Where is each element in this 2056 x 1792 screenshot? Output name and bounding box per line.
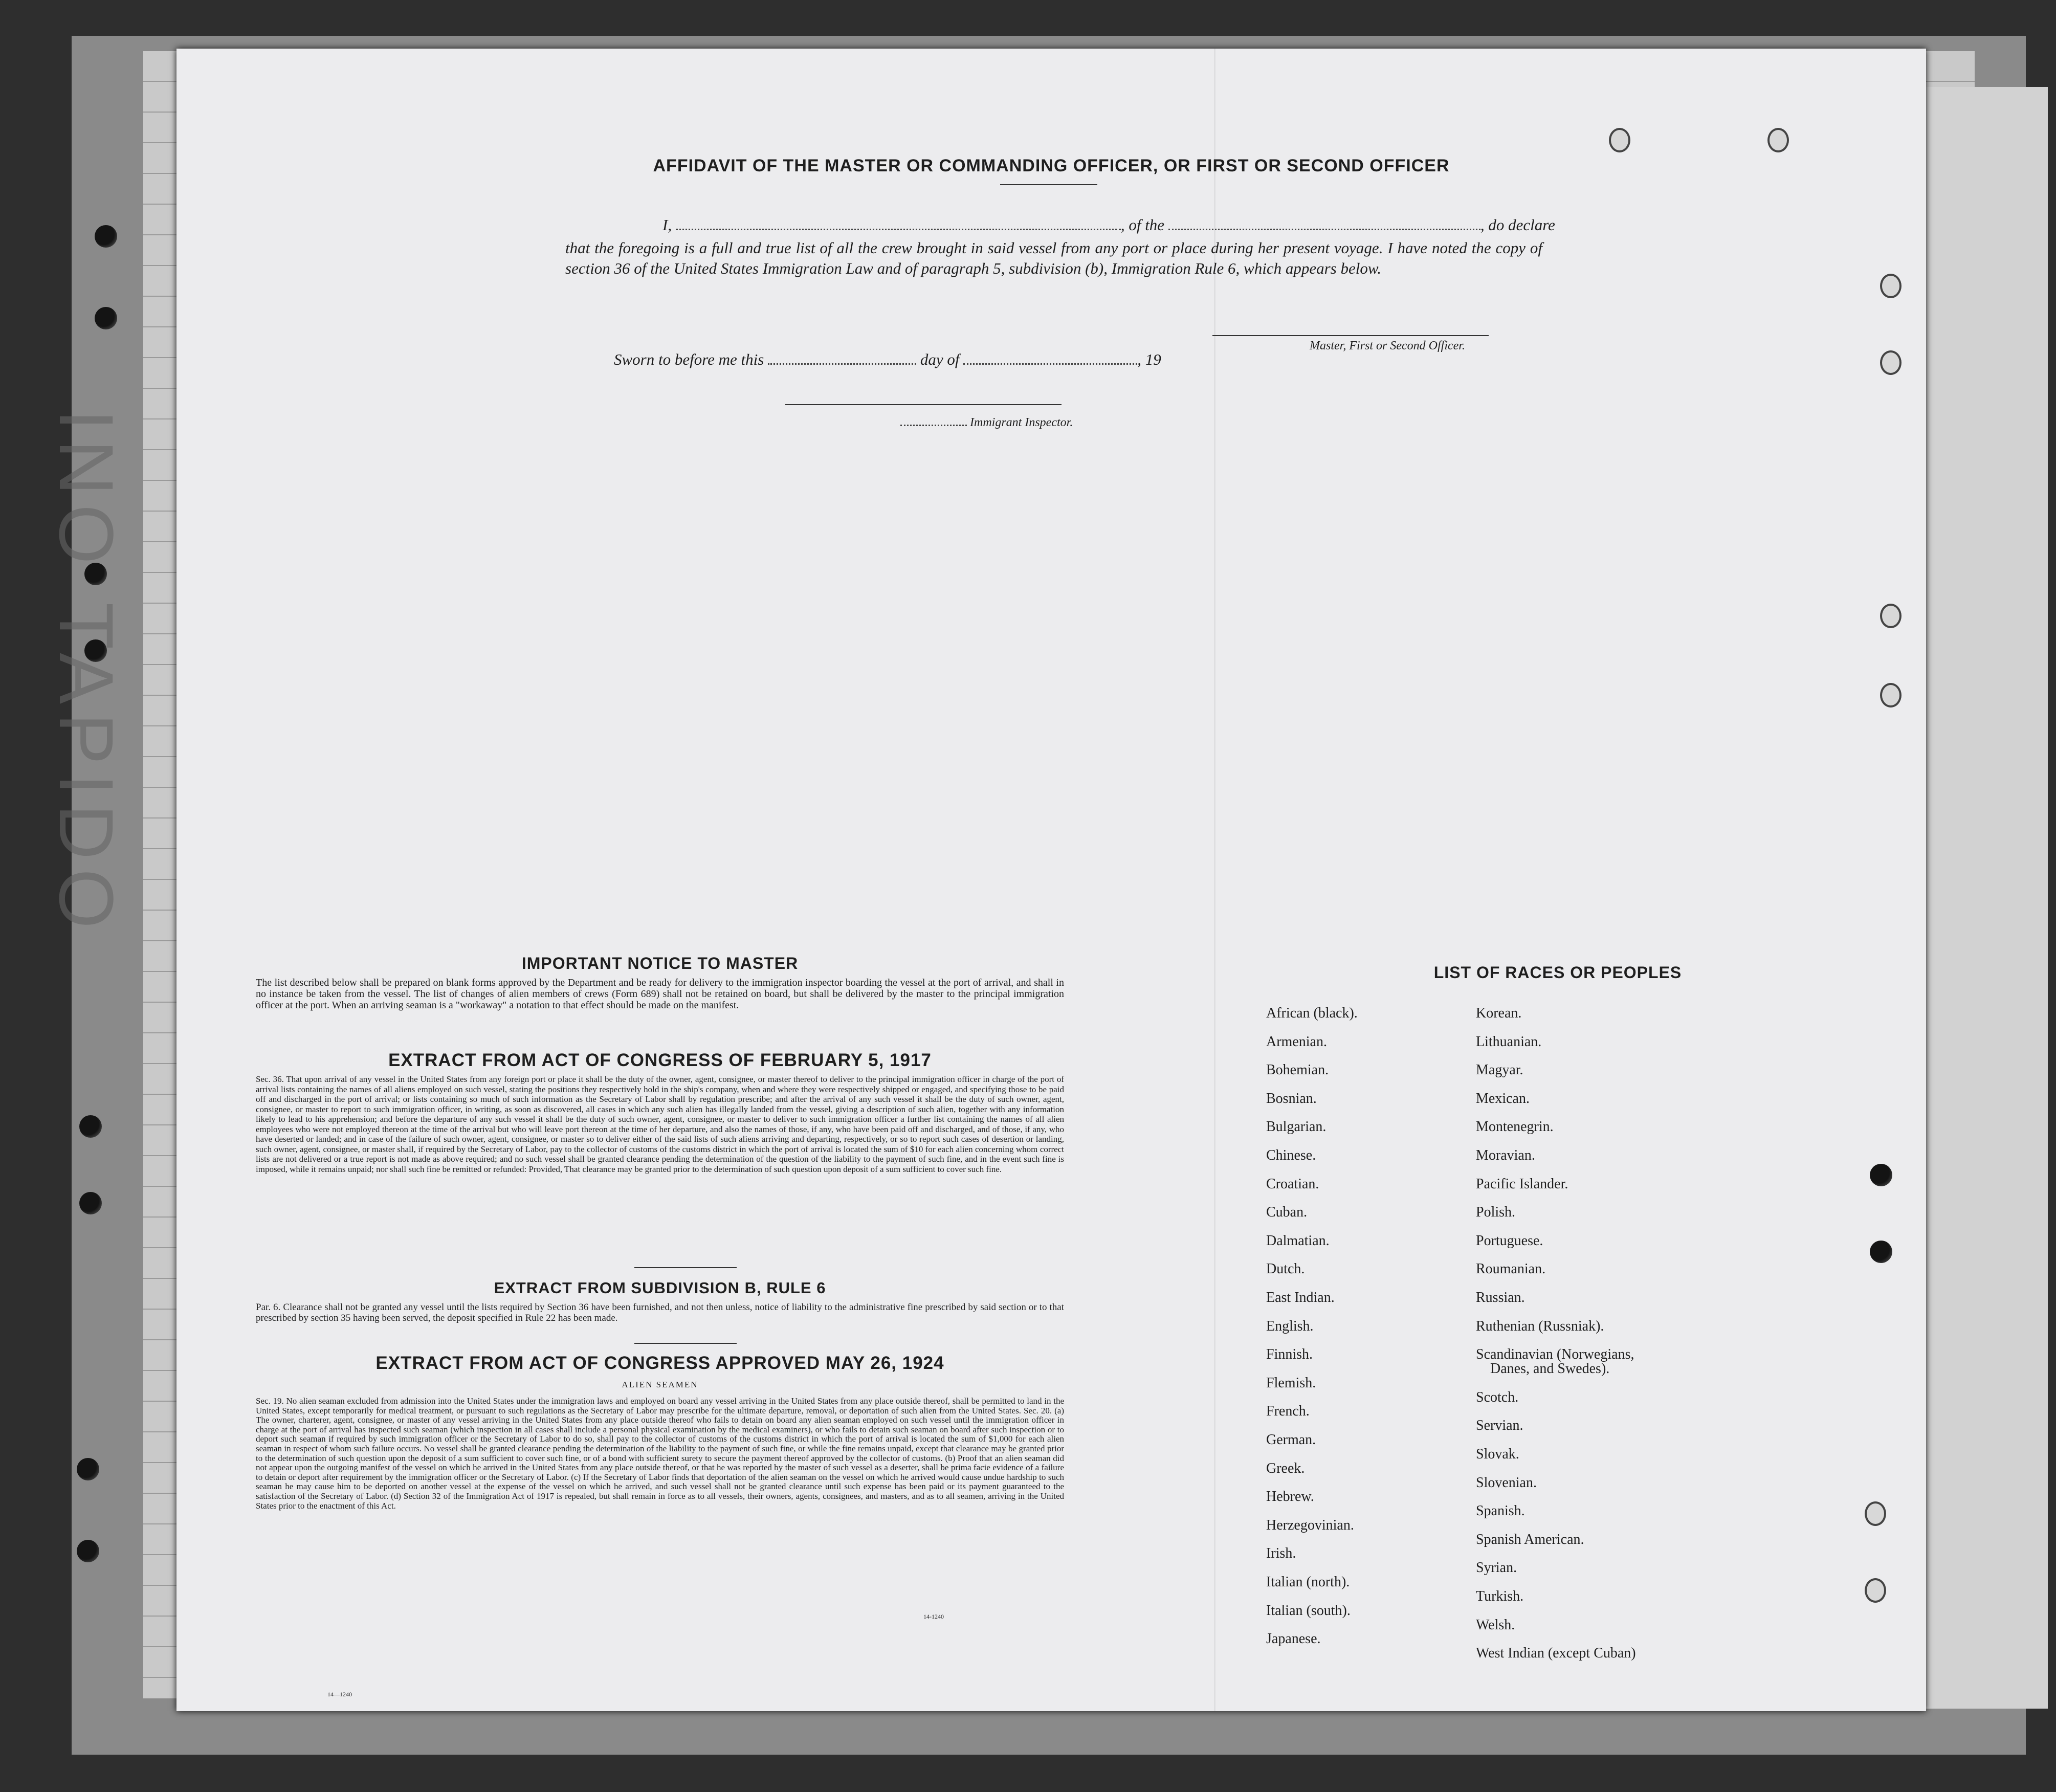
race-entry: Scandinavian (Norwegians, <box>1476 1346 1634 1363</box>
race-entry: German. <box>1266 1432 1316 1448</box>
stamped-sheet-marking: INO TAPIDO <box>43 409 129 938</box>
punch-hole <box>95 225 117 248</box>
race-entry: Ruthenian (Russniak). <box>1476 1318 1604 1334</box>
race-entry: Bohemian. <box>1266 1062 1329 1078</box>
signature-line[interactable] <box>1212 335 1489 336</box>
declaration-line <box>611 215 1721 235</box>
section-rule <box>634 1343 737 1344</box>
race-entry: Slovak. <box>1476 1446 1519 1462</box>
race-entry: Welsh. <box>1476 1617 1515 1633</box>
race-entry: English. <box>1266 1318 1314 1334</box>
race-entry: Danes, and Swedes). <box>1490 1361 1610 1377</box>
inspector-label <box>900 416 1073 430</box>
footer-form-number: 14—1240 <box>327 1691 352 1698</box>
inspector-blank[interactable] <box>900 419 967 426</box>
race-entry: Irish. <box>1266 1545 1296 1562</box>
of-the-label: , of the <box>1120 216 1165 234</box>
race-entry: Magyar. <box>1476 1062 1523 1078</box>
race-entry: Portuguese. <box>1476 1232 1543 1249</box>
declare-label: , do declare <box>1480 216 1555 234</box>
title-rule <box>1000 184 1097 185</box>
day-of-label: day of <box>920 350 960 368</box>
punch-hole <box>77 1540 99 1562</box>
signature-label: Master, First or Second Officer. <box>1310 339 1465 352</box>
extract-1917-title: EXTRACT FROM ACT OF CONGRESS OF FEBRUARY 5, 1917 <box>388 1050 932 1070</box>
race-entry: West Indian (except Cuban) <box>1476 1645 1636 1662</box>
declarant-prefix: I, <box>662 216 672 234</box>
race-entry: Slovenian. <box>1476 1474 1537 1491</box>
race-entry: Finnish. <box>1266 1346 1313 1363</box>
sworn-line <box>614 350 1161 369</box>
race-entry: Servian. <box>1476 1418 1523 1434</box>
race-entry: Spanish. <box>1476 1503 1525 1519</box>
rule6-text: Par. 6. Clearance shall not be granted any vessel until the lists required by Section 36 have been furnished, and not then unless, notice of liability to the administrative fine prescribed by said section or to that prescribed by section 35 having been served, the deposit specified in Rule 22 has been made. <box>256 1302 1064 1323</box>
race-entry: Cuban. <box>1266 1204 1308 1221</box>
page-fold <box>1214 49 1215 1711</box>
race-entry: Herzegovinian. <box>1266 1517 1354 1533</box>
race-entry: Pacific Islander. <box>1476 1176 1568 1192</box>
race-entry: Spanish American. <box>1476 1531 1584 1547</box>
race-entry: Mexican. <box>1476 1090 1530 1107</box>
race-entry: Montenegrin. <box>1476 1119 1554 1135</box>
race-entry: Croatian. <box>1266 1176 1319 1192</box>
races-title: LIST OF RACES OR PEOPLES <box>1433 963 1682 982</box>
punch-hole <box>95 307 117 329</box>
race-entry: Japanese. <box>1266 1631 1321 1647</box>
race-entry: Chinese. <box>1266 1147 1316 1163</box>
rule6-title: EXTRACT FROM SUBDIVISION B, RULE 6 <box>494 1279 826 1297</box>
punch-hole <box>1880 604 1902 628</box>
vessel-name-blank[interactable] <box>1168 218 1480 230</box>
race-entry: Lithuanian. <box>1476 1033 1542 1050</box>
sworn-day-blank[interactable] <box>768 353 916 365</box>
race-entry: Dutch. <box>1266 1261 1305 1277</box>
extract-1924-title: EXTRACT FROM ACT OF CONGRESS APPROVED MAY 26, 1924 <box>375 1353 944 1373</box>
year-label: , 19 <box>1137 350 1161 368</box>
declarant-name-blank[interactable] <box>676 218 1121 230</box>
punch-hole <box>77 1458 99 1480</box>
race-entry: Moravian. <box>1476 1147 1535 1163</box>
punch-hole <box>1870 1164 1892 1186</box>
extract-1924-text: Sec. 19. No alien seaman excluded from admission into the United States under the immigration laws and employed on board any vessel arriving in the United States from any place outside thereof, shall be permitted to land in the United States, except temporarily for medical treatment, or pursuant to such regulations as the Secretary of Labor may prescribe for the ultimate departure, removal, or deportation of such alien from the United States. Sec. 20. (a) The owner, charterer, agent, consignee, or master of any vessel arriving in the United States from any place outside thereof who fails to detain on board any alien seaman employed on such vessel until the immigration officer in charge at the port of arrival has inspected such seaman (which inspection in all cases shall include a personal physical examination by the medical examiners), or who fails to detain such seaman on board after such inspection or to deport such seaman if required by such immigration officer or the Secretary of Labor to do so, shall pay to the collector of customs of the customs district in which the port of arrival is located the sum of $1,000 for each alien seaman in respect of whom such failure occurs. No vessel shall be granted clearance pending the determination of the liability to the payment of such fine, or while the fine remains unpaid, except that clearance may be granted prior to the determination of such question upon the deposit of a sum sufficient to cover such fine, or of a bond with sufficient surety to secure the payment thereof approved by the collector of customs. (b) Proof that an alien seaman did not appear upon the outgoing manifest of the vessel on which he arrived in the United States from any place outside thereof, or that he was reported by the master of such vessel as a deserter, shall be prima facie evidence of a failure to detain or deport after requirement by the immigration officer or the Secretary of Labor. (c) If the Secretary of Labor finds that deportation of the alien seaman on the vessel on which he arrived would cause undue hardship to such seaman he may cause him to be deported on another vessel at the expense of the vessel on which he arrived, and such vessel shall not be granted clearance until such expense has been paid or its payment guaranteed to the satisfaction of the Secretary of Labor. (d) Section 32 of the Immigration Act of 1917 is repealed, but shall remain in force as to all vessels, their owners, agents, consignees, and masters, and as to all seamen, arriving in the United States prior to the enactment of this Act. <box>256 1396 1064 1511</box>
form-number: 14-1240 <box>923 1613 944 1620</box>
punch-hole <box>79 1115 102 1138</box>
inspector-label-text: Immigrant Inspector. <box>970 416 1073 429</box>
race-entry: Russian. <box>1476 1290 1525 1306</box>
race-entry: French. <box>1266 1403 1310 1420</box>
race-entry: Dalmatian. <box>1266 1232 1330 1249</box>
race-entry: Hebrew. <box>1266 1489 1314 1505</box>
race-entry: Italian (north). <box>1266 1574 1350 1590</box>
punch-hole <box>1865 1501 1886 1526</box>
manifest-page <box>176 49 1926 1711</box>
race-entry: Italian (south). <box>1266 1602 1351 1619</box>
race-entry: Polish. <box>1476 1204 1516 1221</box>
sworn-month-blank[interactable] <box>963 353 1137 365</box>
notice-title: IMPORTANT NOTICE TO MASTER <box>521 954 799 972</box>
race-entry: Bulgarian. <box>1266 1119 1327 1135</box>
punch-hole <box>1880 274 1902 298</box>
punch-hole <box>1609 128 1630 152</box>
sworn-label: Sworn to before me this <box>614 350 764 368</box>
extract-1917-text: Sec. 36. That upon arrival of any vessel in the United States from any foreign port or place it shall be the duty of the owner, agent, consignee, or master thereof to deliver to the principal immigration officer in charge of the port of arrival lists containing the names of all aliens employed on such vessel, stating the positions they respectively hold in the ship's company, when and where they were respectively shipped or engaged, and specifying those to be paid off and discharged in the port of arrival; or lists containing so much of such information as the Secretary of Labor shall by regulation prescribe; and after the arrival of any such vessel it shall be the duty of such owner, agent, consignee, or master to report to such immigration officer, in writing, as soon as discovered, all cases in which any such alien has illegally landed from the vessel, giving a description of such alien, together with any information likely to lead to his apprehension; and before the departure of any such vessel it shall be the duty of such owner, agent, consignee, or master to deliver to such immigration officer a further list containing the names of all alien employees who were not employed thereon at the time of the arrival but who will leave port thereon at the time of her departure, and also the names of those, if any, who have been paid off and discharged, and of those, if any, who have deserted or landed; and in case of the failure of such owner, agent, consignee, or master so to deliver either of the said lists of such aliens arriving and departing, respectively, or so to report such cases of desertion or landing, such owner, agent, consignee, or master shall, if required by the Secretary of Labor, pay to the collector of customs of the customs district in which the port of arrival is located the sum of $10 for each alien concerning whom correct lists are not delivered or a true report is not made as above required; and no such vessel shall be granted clearance pending the determination of the question of the liability to the payment of such fine, and in the event such fine is imposed, while it remains unpaid; nor shall such fine be remitted or refunded: Provided, That clearance may be granted prior to the determination of such question upon deposit of a sum sufficient to cover such fine. <box>256 1074 1064 1174</box>
punch-hole <box>1865 1578 1886 1603</box>
punch-hole <box>1870 1241 1892 1263</box>
notice-text: The list described below shall be prepared on blank forms approved by the Department and be ready for delivery to the immigration inspector boarding the vessel at the port of arrival, and shall in no instance be taken from the vessel. The list of changes of alien members of crews (Form 689) shall not be retained on board, but shall be delivered by the master to the principal immigration officer at the port. When an arriving seaman is a "workaway" a notation to that effect should be made on the manifest. <box>256 977 1064 1011</box>
inspector-signature-line[interactable] <box>785 404 1062 405</box>
race-entry: Greek. <box>1266 1460 1305 1476</box>
section-rule <box>634 1267 737 1268</box>
punch-hole <box>1880 683 1902 707</box>
race-entry: Turkish. <box>1476 1588 1524 1604</box>
race-entry: Syrian. <box>1476 1560 1517 1576</box>
affidavit-title: AFFIDAVIT OF THE MASTER OR COMMANDING OFFICER, OR FIRST OR SECOND OFFICER <box>653 156 1450 175</box>
race-entry: Armenian. <box>1266 1033 1327 1050</box>
declaration-body: that the foregoing is a full and true list of all the crew brought in said vessel from any port or place during her present voyage. I have noted the copy of section 36 of the United States Immigration Law and of paragraph 5, subdivision (b), Immigration Rule 6, which appears below. <box>565 239 1542 277</box>
race-entry: Roumanian. <box>1476 1261 1546 1277</box>
race-entry: Flemish. <box>1266 1375 1316 1391</box>
race-entry: African (black). <box>1266 1005 1358 1021</box>
race-entry: East Indian. <box>1266 1290 1335 1306</box>
race-entry: Korean. <box>1476 1005 1522 1021</box>
punch-hole <box>79 1192 102 1214</box>
race-entry: Bosnian. <box>1266 1090 1317 1107</box>
punch-hole <box>1767 128 1789 152</box>
alien-seamen-subtitle: ALIEN SEAMEN <box>622 1380 698 1389</box>
punch-hole <box>1880 350 1902 375</box>
race-entry: Scotch. <box>1476 1389 1519 1405</box>
